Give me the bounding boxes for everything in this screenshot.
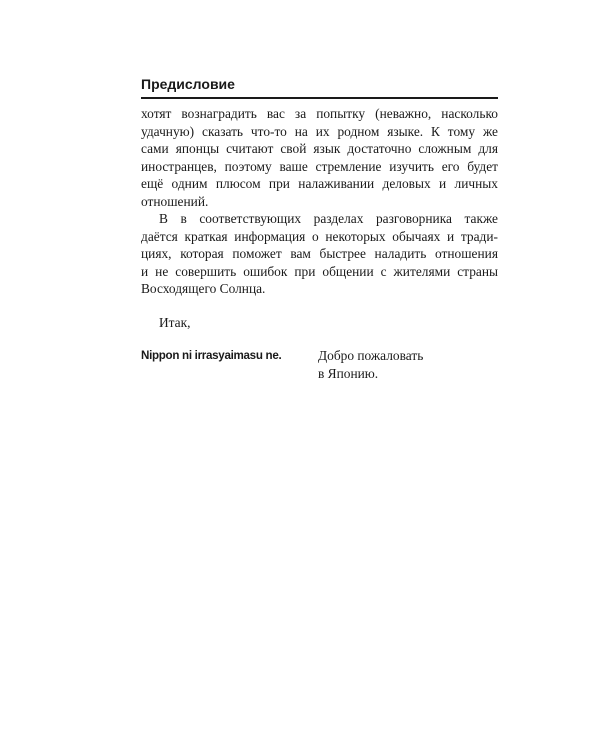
phrase-row — [141, 347, 498, 382]
phrase-translation-line: в Японию. — [318, 365, 379, 381]
closing-intro: Итак, — [159, 314, 191, 330]
text-line: сами японцы считают свой язык достаточно сложным для — [141, 141, 498, 156]
text-line: циях, которая поможет вам быстрее наладить отношения — [141, 246, 498, 261]
text-line: иностранцев, поэтому ваше стремление изучить его будет — [141, 158, 498, 174]
page-body — [141, 105, 498, 382]
phrase-translation-line: Добро пожаловать — [318, 348, 424, 363]
phrase-japanese: Nippon ni irrasyaimasu ne. — [141, 349, 282, 362]
text-line: и не совершить ошибок при общении с жителями страны — [141, 263, 498, 279]
paragraph-1 — [141, 105, 498, 210]
paragraph-2 — [141, 210, 498, 298]
text-line: удачную) сказать что-то на их родном языке. К тому же — [141, 123, 498, 139]
running-header-title: Предисловие — [141, 76, 235, 92]
header-rule — [141, 97, 498, 99]
text-line: В в соответствующих разделах разговорника также — [159, 211, 498, 226]
text-line: Восходящего Солнца. — [141, 281, 266, 296]
phrase-translation — [318, 347, 423, 382]
text-line: отношений. — [141, 193, 209, 209]
text-line: ещё одним плюсом при налаживании деловых и личных — [141, 176, 498, 191]
paragraph-gap — [141, 298, 498, 314]
text-line: хотят вознаградить вас за попытку (неважно, насколько — [141, 106, 498, 121]
text-line: даётся краткая информация о некоторых обычаях и тради- — [141, 228, 498, 244]
